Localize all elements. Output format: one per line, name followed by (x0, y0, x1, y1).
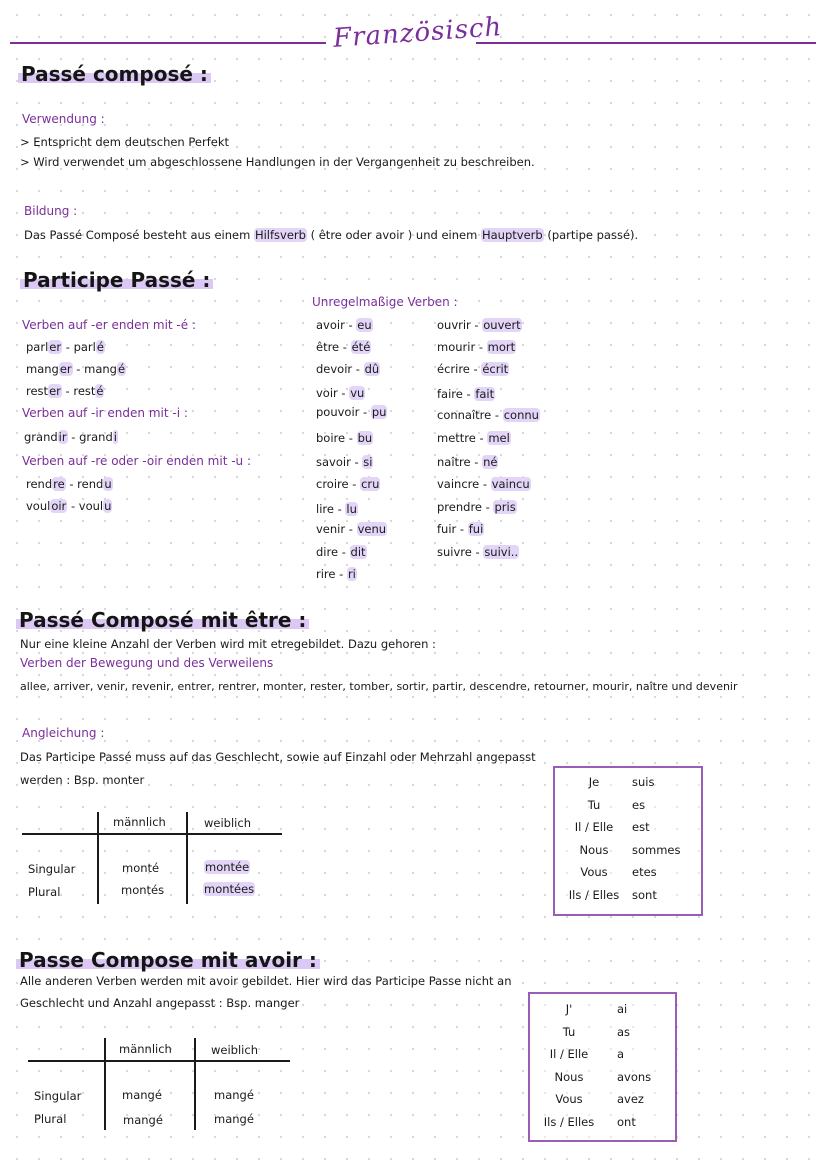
er-verb-item (26, 340, 105, 354)
table-hline (22, 833, 282, 835)
verb-stem: mang (26, 362, 59, 376)
ir-verbs-label: Verben auf -ir enden mit -i : (22, 406, 188, 420)
participle: suivi.. (484, 545, 519, 559)
infinitive: avoir (316, 318, 345, 332)
irregular-verb-item (316, 522, 387, 536)
conjugation-verb: a (617, 1047, 625, 1061)
hauptverb-highlight: Hauptverb (481, 228, 543, 242)
conjugation-verb: es (632, 797, 646, 812)
formation-label: Bildung : (24, 204, 78, 218)
separator: - (333, 502, 346, 516)
irregular-verb-item (316, 318, 373, 332)
separator: - (335, 567, 347, 581)
irregular-verb-item (437, 500, 517, 514)
participle: bu (357, 431, 373, 445)
verb-separator: - (65, 477, 78, 491)
conjugation-pronoun: Ils / Elles (568, 887, 620, 902)
er-verb-item (26, 384, 104, 398)
infinitive: pouvoir (316, 405, 360, 419)
infinitive: ouvrir (437, 318, 471, 332)
separator: - (344, 318, 357, 332)
participle-stem: parl (73, 340, 96, 354)
participle-ending: é (117, 362, 126, 376)
verb-ending: ir (58, 430, 67, 444)
table-vline (186, 812, 188, 904)
participle-stem: voul (78, 499, 104, 513)
table-cell: monté (122, 861, 160, 875)
infinitive: boire (316, 431, 346, 445)
conjugation-verb: suis (632, 775, 655, 789)
usage-item-1: > Entspricht dem deutschen Perfekt (20, 135, 229, 149)
re-verbs-label: Verben auf -re oder -oir enden mit -u : (22, 454, 252, 468)
heading-passe-compose-avoir: Passe Compose mit avoir : (16, 948, 320, 972)
infinitive: venir (316, 522, 346, 536)
irregular-verb-item (316, 431, 373, 445)
separator: - (469, 362, 482, 376)
irregular-verb-item (316, 340, 371, 354)
infinitive: croire (316, 477, 349, 491)
formation-text: Das Passé Composé besteht aus einem Hilfsverb ( être oder avoir ) und einem Hauptverb (partipe passé). (24, 228, 639, 242)
separator: - (462, 387, 475, 401)
table-cell: montés (121, 883, 165, 897)
infinitive: prendre (437, 500, 482, 514)
infinitive: dire (316, 545, 339, 559)
verb-separator: - (67, 499, 79, 513)
irregular-verb-item (316, 386, 365, 400)
irregular-verb-item (316, 545, 367, 559)
table-col-male: männlich (119, 1042, 172, 1056)
page-title: Französisch (332, 12, 504, 54)
irregular-verb-item (316, 567, 357, 581)
irregular-verb-item (437, 340, 516, 354)
verb-ending: er (49, 340, 62, 354)
participle: venu (357, 522, 387, 536)
separator: - (350, 455, 363, 469)
table-cell: montée (205, 860, 250, 874)
participle-stem: grand (79, 430, 113, 444)
conjugation-verb: as (617, 1024, 631, 1039)
table-col-female: weiblich (204, 816, 251, 830)
separator: - (352, 362, 364, 376)
conjugation-pronoun: Nous (554, 1069, 584, 1084)
separator: - (470, 318, 483, 332)
participle: écrit (482, 362, 509, 376)
separator: - (339, 340, 351, 354)
participle: ri (347, 567, 356, 581)
participle: ouvert (483, 318, 521, 332)
separator: - (338, 545, 350, 559)
table-row-label: Singular (34, 1089, 82, 1103)
conjugation-verb: ai (617, 1002, 628, 1016)
usage-label: Verwendung : (22, 112, 105, 126)
irregular-verb-item (437, 387, 495, 401)
separator: - (471, 545, 484, 559)
irregular-verb-item (316, 455, 373, 469)
agreement-text-1: Das Participe Passé muss auf das Geschlecht, sowie auf Einzahl oder Mehrzahl angepasst (20, 750, 536, 764)
participle-ending: i (113, 430, 117, 444)
conjugation-pronoun: Il / Elle (549, 1047, 589, 1061)
er-verb-item (26, 362, 126, 376)
verb-stem: parl (26, 340, 49, 354)
separator: - (479, 477, 491, 491)
participle: cru (361, 477, 380, 491)
verb-separator: - (61, 384, 74, 398)
irregular-verb-item (437, 362, 509, 376)
table-col-female: weiblich (211, 1043, 258, 1057)
participle: lu (346, 502, 357, 516)
table-cell: mangé (122, 1088, 162, 1102)
participle-ending: é (96, 340, 104, 354)
infinitive: savoir (316, 455, 351, 469)
table-vline (104, 1038, 106, 1130)
infinitive: voir (316, 386, 338, 400)
irregular-verb-item (437, 318, 522, 332)
table-cell: mangé (123, 1113, 163, 1127)
verb-separator: - (67, 430, 80, 444)
participle-stem: mang (84, 362, 117, 376)
conjugation-verb: est (632, 820, 650, 834)
participle: fait (475, 387, 495, 401)
table-hline (28, 1060, 290, 1062)
participle: fui (468, 522, 484, 536)
conjugation-verb: avons (617, 1069, 652, 1084)
hilfsverb-highlight: Hilfsverb (254, 228, 306, 242)
participle: si (363, 455, 373, 469)
infinitive: connaître (437, 408, 492, 422)
verb-stem: rend (26, 477, 53, 491)
infinitive: devoir (316, 362, 353, 376)
avoir-intro-1: Alle anderen Verben werden mit avoir gebildet. Hier wird das Participe Passe nicht an (20, 974, 512, 988)
ir-verb-item (24, 430, 118, 444)
separator: - (491, 408, 503, 422)
participle: eu (357, 318, 372, 332)
verb-ending: oir (51, 499, 67, 513)
conjugation-pronoun: Il / Elle (574, 820, 614, 834)
heading-passe-compose: Passé composé : (18, 62, 211, 86)
table-vline (97, 812, 99, 904)
verb-ending: re (53, 477, 65, 491)
participle-stem: rest (73, 384, 96, 398)
conjugation-pronoun: Je (588, 775, 600, 789)
verb-ending: er (59, 362, 72, 376)
participle: dû (364, 362, 380, 376)
irregular-verb-item (316, 405, 387, 419)
table-cell: montées (204, 882, 255, 896)
table-row-label: Plural (28, 885, 61, 899)
verb-separator: - (72, 362, 85, 376)
agreement-text-2: werden : Bsp. monter (20, 773, 145, 787)
infinitive: suivre (437, 545, 472, 559)
conjugation-pronoun: Vous (580, 865, 608, 879)
separator: - (475, 340, 487, 354)
avoir-intro-2: Geschlecht und Anzahl angepasst : Bsp. manger (20, 996, 300, 1010)
heading-passe-compose-etre: Passé Composé mit être : (16, 608, 309, 632)
conjugation-verb: sommes (632, 842, 681, 857)
verb-stem: rest (26, 384, 49, 398)
table-vline (194, 1038, 196, 1130)
irregular-verb-item (316, 502, 358, 516)
verb-separator: - (62, 340, 74, 354)
irregular-verb-item (316, 362, 380, 376)
infinitive: vaincre (437, 477, 480, 491)
participle: mel (488, 431, 510, 445)
separator: - (345, 431, 357, 445)
participle: né (483, 455, 498, 469)
conjugation-pronoun: J' (565, 1002, 573, 1016)
infinitive: rire (316, 567, 336, 581)
agreement-label: Angleichung : (22, 726, 105, 740)
irregular-verb-item (437, 522, 484, 536)
participle: connu (503, 408, 539, 422)
irregular-verb-item (437, 408, 540, 422)
irregular-verb-item (437, 477, 531, 491)
conjugation-pronoun: Nous (579, 842, 609, 857)
separator: - (348, 477, 361, 491)
irregular-verb-item (437, 545, 519, 559)
verb-stem: grand (24, 430, 58, 444)
er-verbs-label: Verben auf -er enden mit -é : (22, 318, 196, 332)
infinitive: faire (437, 387, 463, 401)
participle-stem: rend (77, 477, 104, 491)
table-row-label: Singular (28, 862, 76, 876)
title-rule-right (476, 42, 816, 44)
infinitive: mettre (437, 431, 476, 445)
participle: été (351, 340, 371, 354)
title-rule-left (10, 42, 326, 44)
etre-verbs-list: allee, arriver, venir, revenir, entrer, rentrer, monter, rester, tomber, sortir, partir, descendre, retourner, mourir, naître und devenir (20, 680, 738, 693)
etre-intro: Nur eine kleine Anzahl der Verben wird mit etregebildet. Dazu gehoren : (20, 637, 436, 651)
infinitive: lire (316, 502, 334, 516)
table-col-male: männlich (113, 815, 166, 829)
separator: - (337, 386, 350, 400)
table-row-label: Plural (34, 1112, 67, 1126)
usage-item-2: > Wird verwendet um abgeschlossene Handlungen in der Vergangenheit zu beschreiben. (20, 155, 535, 169)
separator: - (345, 522, 357, 536)
irregular-verbs-label: Unregelmaßige Verben : (312, 295, 458, 309)
participle-ending: u (104, 477, 112, 491)
irregular-verb-item (437, 431, 511, 445)
infinitive: naître (437, 455, 471, 469)
participle: dit (350, 545, 366, 559)
separator: - (475, 431, 488, 445)
heading-participe-passe: Participe Passé : (20, 268, 213, 292)
conjugation-verb: etes (632, 865, 657, 879)
irregular-verb-item (437, 455, 498, 469)
separator: - (482, 500, 494, 514)
conjugation-pronoun: Tu (587, 797, 601, 812)
re-verb-item (26, 499, 112, 513)
irregular-verb-item (316, 477, 380, 491)
conjugation-verb: sont (632, 887, 657, 902)
separator: - (359, 405, 371, 419)
re-verb-item (26, 477, 113, 491)
participle: mort (487, 340, 516, 354)
table-cell: mangé (214, 1088, 254, 1102)
conjugation-pronoun: Tu (562, 1024, 576, 1039)
movement-label: Verben der Bewegung und des Verweilens (20, 656, 274, 670)
participle: pris (494, 500, 516, 514)
infinitive: être (316, 340, 340, 354)
conjugation-pronoun: Ils / Elles (543, 1114, 595, 1129)
infinitive: mourir (437, 340, 476, 354)
participle-ending: u (104, 499, 112, 513)
separator: - (470, 455, 483, 469)
participle: vu (350, 386, 365, 400)
table-cell: mangé (214, 1112, 254, 1126)
conjugation-pronoun: Vous (555, 1092, 583, 1106)
conjugation-verb: ont (617, 1114, 636, 1129)
participle: vaincu (491, 477, 530, 491)
conjugation-verb: avez (617, 1092, 644, 1106)
verb-stem: voul (26, 499, 51, 513)
participle: pu (371, 405, 387, 419)
infinitive: fuir (437, 522, 457, 536)
verb-ending: er (49, 384, 61, 398)
participle-ending: é (96, 384, 104, 398)
separator: - (456, 522, 468, 536)
infinitive: écrire (437, 362, 470, 376)
